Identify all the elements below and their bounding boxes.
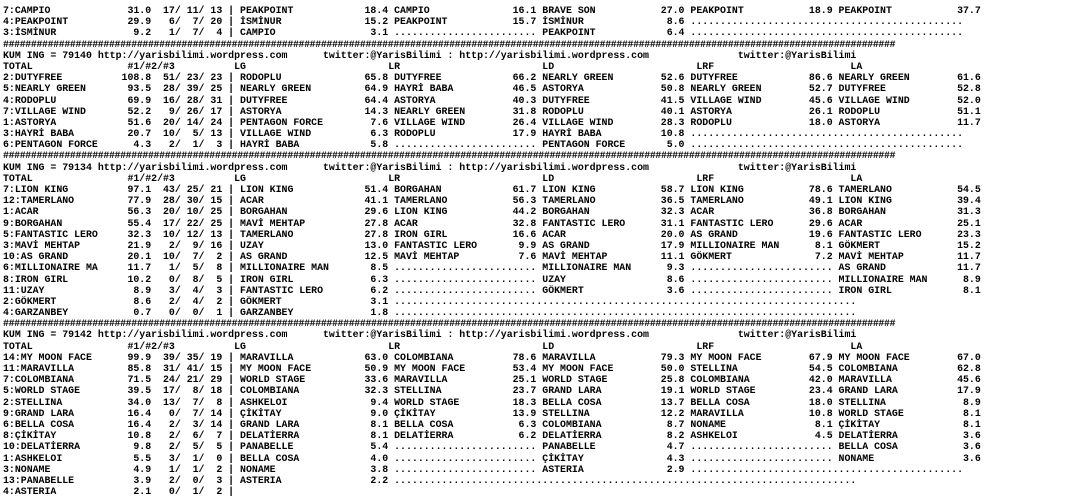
report-block-race-79142 — [3, 329, 1077, 497]
report-line: 9:GRAND LARA 16.4 0/ 7/ 14 | ÇİKİTAY 9.0 ÇİKİTAY 13.9 STELLINA 12.2 MARAVILLA 10.8 WORLD STAGE 8.1 — [3, 407, 981, 419]
column-header-line: TOTAL #1/#2/#3 LG LR LD LRF LA — [3, 60, 863, 72]
report-block-race-79140 — [3, 50, 1077, 162]
report-line: 2:DUTYFREE 108.8 51/ 23/ 23 | RODOPLU 65.8 DUTYFREE 66.2 NEARLY GREEN 52.6 DUTYFREE 86.6 NEARLY GREEN 61.6 — [3, 72, 981, 84]
separator-line: ################################################################################################################################################################ — [3, 38, 896, 50]
report-line: 3:NONAME 4.9 1/ 1/ 2 | NONAME 3.8 ........................ ASTERIA 2.9 .............................................. — [3, 463, 964, 475]
column-header-line: TOTAL #1/#2/#3 LG LR LD LRF LA — [3, 172, 863, 184]
report-line: 13:PANABELLE 3.9 2/ 0/ 3 | ASTERIA 2.2 .............................................................................. — [3, 474, 857, 486]
race-header-line: KUM ING = 79140 http://yarisbilimi.wordpress.com twitter:@YarisBilimi : http://yarisbilimi.wordpress.com twitter:@YarisBilimi — [3, 49, 857, 61]
report-line: 1:ASHKELOI 5.5 3/ 1/ 0 | BELLA COSA 4.0 ........................ ÇİKİTAY 4.3 ........................ NONAME 3.6 — [3, 452, 981, 464]
report-line: 7:VILLAGE WIND 52.2 9/ 26/ 17 | ASTORYA 14.3 NEARLY GREEN 31.8 RODOPLU 40.1 ASTORYA 26.1 RODOPLU 51.1 — [3, 105, 981, 117]
report-line: 11:MARAVILLA 85.8 31/ 41/ 15 | MY MOON FACE 50.9 MY MOON FACE 53.4 MY MOON FACE 50.0 STELLINA 54.5 COLOMBIANA 62.8 — [3, 363, 981, 374]
report-line: 7:CAMPIO 31.0 17/ 11/ 13 | PEAKPOINT 18.4 CAMPIO 16.1 BRAVE SON 27.0 PEAKPOINT 18.9 PEAKPOINT 37.7 — [3, 5, 981, 16]
report-line: 12:TAMERLANO 77.9 28/ 30/ 15 | ACAR 41.1 TAMERLANO 56.3 TAMERLANO 36.5 TAMERLANO 49.1 LION KING 39.4 — [3, 195, 981, 207]
report-line: 7:LION KING 97.1 43/ 25/ 21 | LION KING 51.4 BORGAHAN 61.7 LION KING 58.7 LION KING 78.6 TAMERLANO 54.5 — [3, 184, 981, 195]
report-line: 6:BELLA COSA 16.4 2/ 3/ 14 | GRAND LARA 8.1 BELLA COSA 6.3 COLOMBIANA 8.7 NONAME 8.1 ÇİKİTAY 8.1 — [3, 418, 981, 430]
report-line: 7:COLOMBIANA 71.5 24/ 21/ 29 | WORLD STAGE 33.6 MARAVILLA 25.1 WORLD STAGE 25.8 COLOMBIANA 42.0 MARAVILLA 45.6 — [3, 374, 981, 386]
report-line: 4:ASTERIA 2.1 0/ 1/ 2 | — [3, 486, 235, 498]
report-line: 5:NEARLY GREEN 93.5 28/ 39/ 25 | NEARLY GREEN 64.9 HAYRİ BABA 46.5 ASTORYA 50.8 NEARLY GREEN 52.7 DUTYFREE 52.8 — [3, 83, 981, 95]
separator-line: ################################################################################################################################################################ — [3, 318, 896, 330]
report-line: 10:DELATİERRA 9.8 2/ 5/ 5 | PANABELLE 5.4 ........................ PANABELLE 4.7 ........................ BELLA COSA 3.6 — [3, 441, 981, 453]
race-header-line: KUM ING = 79134 http://yarisbilimi.wordpress.com twitter:@YarisBilimi : http://yarisbilimi.wordpress.com twitter:@YarisBilimi — [3, 161, 857, 173]
report-line: 1:ASTORYA 51.6 20/ 14/ 24 | PENTAGON FORCE 7.6 VILLAGE WIND 26.4 VILLAGE WIND 28.3 RODOPLU 18.0 ASTORYA 11.7 — [3, 116, 981, 128]
report-line: 2:GÖKMERT 8.6 2/ 4/ 2 | GÖKMERT 3.1 .............................................................................. — [3, 295, 857, 307]
report-line: 11:UZAY 8.9 3/ 4/ 3 | FANTASTIC LERO 6.2 ........................ GÖKMERT 3.6 ........................ IRON GIRL 8.1 — [3, 284, 981, 296]
report-block-top-fragment — [3, 5, 1077, 50]
column-header-line: TOTAL #1/#2/#3 LG LR LD LRF LA — [3, 340, 863, 352]
report-line: 4:PEAKPOINT 29.9 6/ 7/ 20 | İSMİNUR 15.2 PEAKPOINT 15.7 İSMİNUR 8.6 .............................................. — [3, 16, 964, 28]
report-line: 1:ACAR 56.3 20/ 10/ 25 | BORGAHAN 29.6 LION KING 44.2 BORGAHAN 32.3 ACAR 36.8 BORGAHAN 31.3 — [3, 206, 981, 218]
report-line: 4:RODOPLU 69.9 16/ 28/ 31 | DUTYFREE 64.4 ASTORYA 40.3 DUTYFREE 41.5 VILLAGE WIND 45.6 VILLAGE WIND 52.0 — [3, 94, 981, 106]
report-line: 6:PENTAGON FORCE 4.3 2/ 1/ 3 | HAYRİ BABA 5.8 ........................ PENTAGON FORCE 5.0 .............................................. — [3, 139, 964, 151]
report-line: 2:STELLINA 34.0 13/ 7/ 8 | ASHKELOI 9.4 WORLD STAGE 18.3 BELLA COSA 13.7 BELLA COSA 18.0 STELLINA 8.9 — [3, 396, 981, 408]
report-line: 9:BORGAHAN 55.4 17/ 22/ 25 | MAVİ MEHTAP 27.8 ACAR 32.8 FANTASTIC LERO 31.1 FANTASTIC LERO 29.6 ACAR 25.1 — [3, 217, 981, 229]
report-line: 6:MILLIONAIRE MA 11.7 1/ 5/ 8 | MILLIONAIRE MAN 8.5 ........................ MILLIONAIRE MAN 9.3 ........................ AS GRAND 11.7 — [3, 262, 981, 274]
report-line: 4:GARZANBEY 0.7 0/ 0/ 1 | GARZANBEY 1.8 .............................................................................. — [3, 307, 857, 319]
report-line: 8:IRON GIRL 10.2 0/ 8/ 5 | IRON GIRL 6.3 ........................ UZAY 8.6 ........................ MILLIONAIRE MAN 8.9 — [3, 273, 981, 285]
separator-line: ################################################################################################################################################################ — [3, 150, 896, 162]
race-header-line: KUM ING = 79142 http://yarisbilimi.wordpress.com twitter:@YarisBilimi : http://yarisbilimi.wordpress.com twitter:@YarisBilimi — [3, 329, 857, 341]
report-line: 3:HAYRİ BABA 20.7 10/ 5/ 13 | VILLAGE WIND 6.3 RODOPLU 17.9 HAYRİ BABA 10.8 .............................................. — [3, 128, 964, 140]
report-line: 5:FANTASTIC LERO 32.3 10/ 12/ 13 | TAMERLANO 27.8 IRON GIRL 16.6 ACAR 20.0 AS GRAND 19.6 FANTASTIC LERO 23.3 — [3, 228, 981, 240]
report-block-race-79134 — [3, 162, 1077, 330]
report-line: 3:MAVİ MEHTAP 21.9 2/ 9/ 16 | UZAY 13.0 FANTASTIC LERO 9.9 AS GRAND 17.9 MILLIONAIRE MAN 8.1 GÖKMERT 15.2 — [3, 239, 981, 251]
report-line: 5:WORLD STAGE 39.5 17/ 8/ 18 | COLOMBIANA 32.3 STELLINA 23.7 GRAND LARA 19.1 WORLD STAGE 23.4 GRAND LARA 17.9 — [3, 385, 981, 397]
report-line: 14:MY MOON FACE 99.9 39/ 35/ 19 | MARAVILLA 63.0 COLOMBIANA 78.6 MARAVILLA 79.3 MY MOON FACE 67.9 MY MOON FACE 67.0 — [3, 351, 981, 363]
report-line: 8:ÇİKİTAY 10.8 2/ 6/ 7 | DELATİERRA 8.1 DELATİERRA 6.2 DELATİERRA 8.2 ASHKELOI 4.5 DELATİERRA 3.6 — [3, 430, 981, 442]
report-line: 3:İSMİNUR 9.2 1/ 7/ 4 | CAMPIO 3.1 ........................ PEAKPOINT 6.4 .............................................. — [3, 27, 964, 39]
report-line: 10:AS GRAND 20.1 10/ 7/ 2 | AS GRAND 12.5 MAVİ MEHTAP 7.6 MAVİ MEHTAP 11.1 GÖKMERT 7.2 MAVİ MEHTAP 11.7 — [3, 251, 981, 263]
